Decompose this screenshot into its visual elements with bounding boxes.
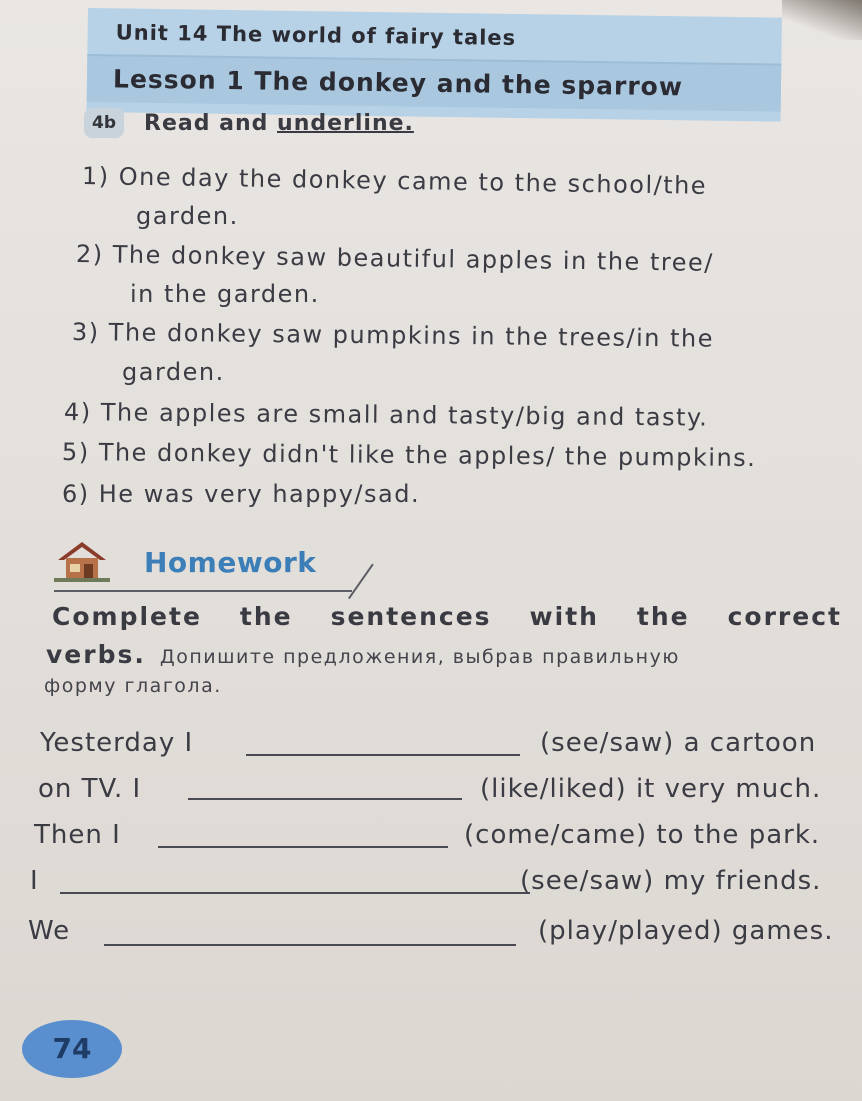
lesson-title: Lesson 1 The donkey and the sparrow [112,64,684,102]
sentence-1-line-1: 1) One day the donkey came to the school/the [81,162,708,200]
sentence-3-line-1: 3) The donkey saw pumpkins in the trees/in the [71,318,715,353]
fill-row-end: (come/came) to the park. [464,820,821,850]
fill-row-4 [30,866,856,900]
fill-row-start: Then I [34,820,121,850]
task-russian-1: Допишите предложения, выбрав правильную [159,646,680,668]
answer-blank[interactable] [158,846,448,848]
instruction-text: Read and [144,110,278,136]
homework-title: Homework [144,546,317,579]
task-word: sentences [330,602,492,631]
task-word: the [636,602,690,631]
task-word: Complete [52,602,202,631]
sentence-2-line-1: 2) The donkey saw beautiful apples in the tree/ [75,240,714,277]
fill-row-start: on TV. I [38,774,142,804]
task-word: correct [727,602,842,631]
sentence-2-line-2: in the garden. [130,280,320,308]
fill-row-end: (play/played) games. [538,916,834,946]
answer-blank[interactable] [246,754,520,756]
fill-row-3 [34,820,846,854]
task-bold-end: verbs. [46,640,146,669]
sentence-1-line-2: garden. [136,202,239,230]
fill-row-end: (see/saw) my friends. [520,866,822,896]
homework-underline [54,590,352,592]
fill-row-end: (like/liked) it very much. [480,774,822,804]
answer-blank[interactable] [104,944,516,946]
task-russian-2: форму глагола. [44,675,222,697]
task-word: with [529,602,599,631]
lesson-header [87,8,782,122]
fill-row-end: (see/saw) a cartoon [540,728,817,758]
page-number-badge: 74 [22,1020,122,1078]
house-icon [54,538,110,584]
page-corner-shadow [782,0,862,40]
answer-blank[interactable] [188,798,462,800]
unit-title: Unit 14 The world of fairy tales [115,20,517,50]
sentence-5: 5) The donkey didn't like the apples/ the pumpkins. [61,438,757,473]
task-word: the [239,602,293,631]
answer-blank[interactable] [60,892,530,894]
fill-row-2 [38,774,844,808]
task-instruction-line-2 [46,640,680,669]
fill-row-start: We [28,916,71,946]
fill-row-1 [40,728,846,762]
lesson-bar [87,54,782,112]
exercise-heading [84,108,414,138]
fill-row-start: Yesterday I [40,728,194,758]
exercise-number-badge: 4b [84,108,124,138]
fill-row-5 [28,916,860,950]
task-instruction-line-1 [52,602,842,631]
instruction-underlined: underline. [277,110,414,136]
homework-slash [348,564,374,600]
sentence-4: 4) The apples are small and tasty/big and tasty. [63,398,709,432]
sentence-6: 6) He was very happy/sad. [62,480,421,508]
exercise-instruction [144,111,414,136]
sentence-3-line-2: garden. [122,358,225,386]
fill-row-start: I [30,866,39,896]
